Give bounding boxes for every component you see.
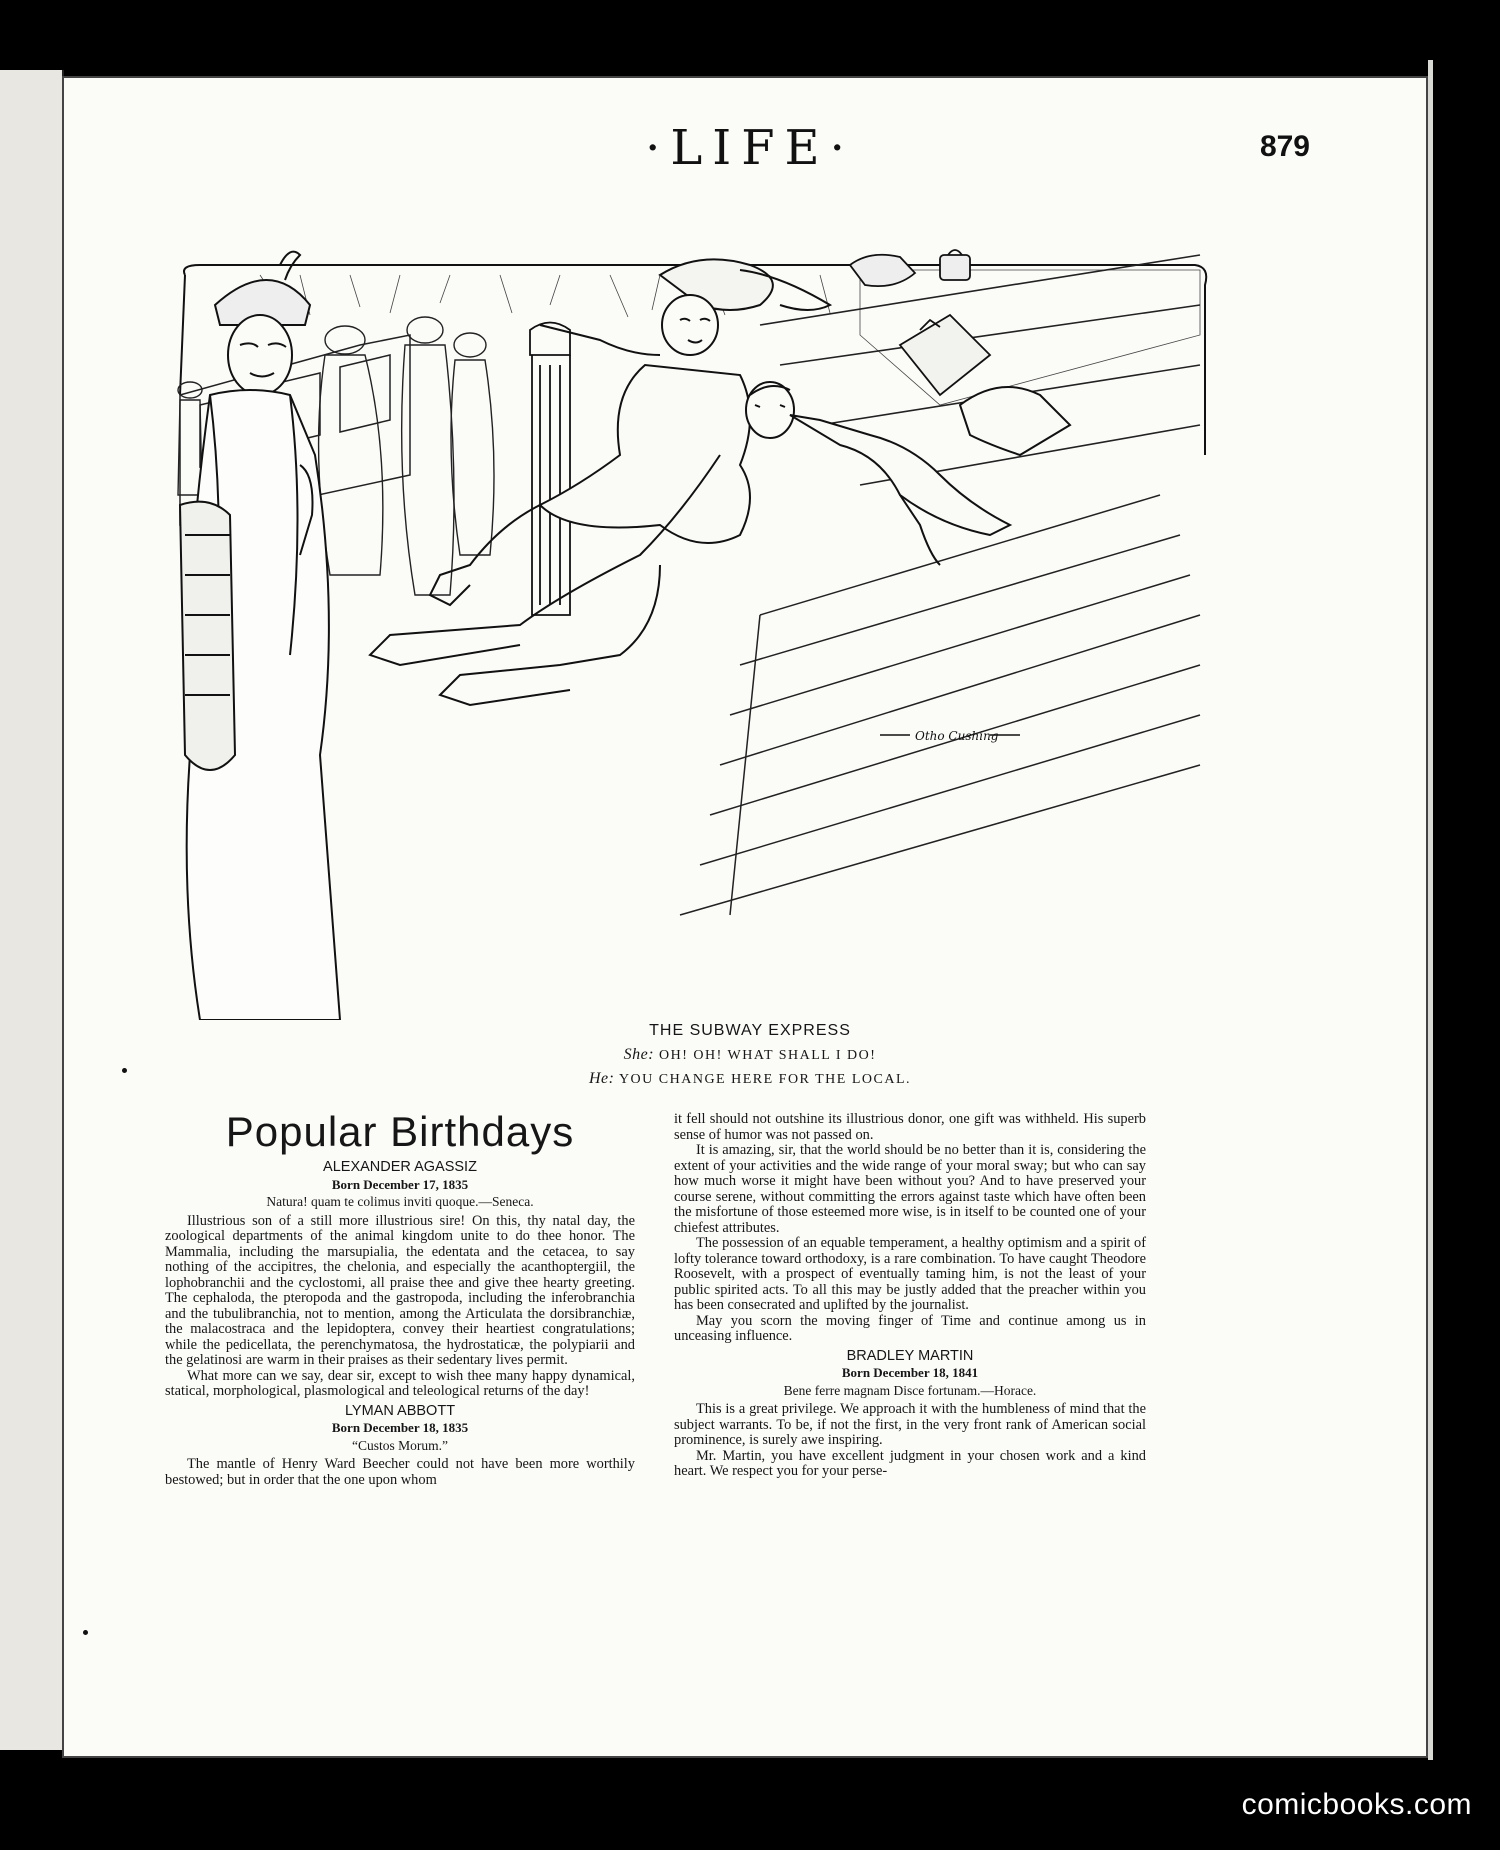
- martin-paragraph-1: This is a great privilege. We approach it with the humbleness of mind that the subject warrants. To be, if not the first, in the very front rank of American social prominence, is surely awe inspiring.: [674, 1401, 1146, 1448]
- abbott-name: LYMAN ABBOTT: [344, 1402, 456, 1419]
- page-number: 879: [1259, 130, 1310, 163]
- cartoon-illustration: [140, 195, 1225, 1020]
- agassiz-paragraph-2: What more can we say, dear sir, except to wish thee many happy dynamical, statical, morphological, plasmological and teleological returns of the day!: [165, 1367, 635, 1399]
- abbott-paragraph-2: It is amazing, sir, that the world should be no better than it is, considering the extent of your activities and the wide range of your moral sway; but who can say how much worse it might have been without you? And to have preserved your course serene, without committing the errors against taste which have often been the misfortune of those esteemed more wise, is in itself to be counted one of your chiefest attributes.: [674, 1142, 1146, 1236]
- martin-motto: Bene ferre magnam Disce fortunam.—Horace.: [783, 1382, 1037, 1398]
- abbott-paragraph-4: May you scorn the moving finger of Time and continue among us in unceasing influence.: [674, 1312, 1146, 1344]
- caption-text-he: YOU CHANGE HERE FOR THE LOCAL.: [618, 1072, 912, 1087]
- stairway-rails: [760, 255, 1200, 485]
- abbott-paragraph-1: The mantle of Henry Ward Beecher could not have been more worthily bestowed; but in order that the one upon whom: [165, 1456, 635, 1488]
- agassiz-motto: Natura! quam te colimus inviti quoque.—Seneca.: [266, 1194, 534, 1209]
- agassiz-born: Born December 17, 1835: [331, 1176, 469, 1192]
- martin-born: Born December 18, 1841: [841, 1365, 979, 1380]
- page-speck: [122, 1068, 127, 1073]
- article-column-right: [674, 1112, 1146, 1480]
- abbott-born: Born December 18, 1835: [331, 1420, 469, 1435]
- caption-line-he: [0, 1070, 1500, 1088]
- flying-luggage: [850, 250, 990, 395]
- article-title: Popular Birthdays: [225, 1108, 575, 1155]
- caption-speaker-he: He:: [588, 1070, 615, 1087]
- article-column-left: [165, 1110, 635, 1488]
- site-watermark: comicbooks.com: [1241, 1788, 1472, 1821]
- agassiz-paragraph-1: Illustrious son of a still more illustrious sire! On this, thy natal day, the zoological departments of the animal kingdom unite to do thee honor. The Mammalia, including the marsupialia, the edentata and the cetacea, to say nothing of the accipitres, the chelonia, and especially the acanthoptergiil, the lophobranchii and the cyclostomi, all praise thee and give thee hearty greeting. The cephaloda, the pteropoda and the gastropoda, including the inferobranchia and the tubulibranchia, not to mention, among the Articulata the dorsibranchiæ, the malacostraca and the lepidoptera, convey their heartiest congratulations; while the pedicellata, the perenchymatosa, the hydrostaticæ, the polypiarii and the gelatinosi are warm in their praises as their sedentary lives permit.: [165, 1212, 635, 1368]
- caption-text-she: OH! OH! WHAT SHALL I DO!: [659, 1048, 877, 1063]
- abbott-paragraph-3: The possession of an equable temperament, a healthy optimism and a spirit of lofty tolerance toward orthodoxy, is a rare combination. To have caught Theodore Roosevelt, with a prospect of eventually taming him, is not the least of your public spirited acts. To all this may be justly added that the preacher within you has been consecrated and uplifted by the journalist.: [674, 1235, 1146, 1313]
- abbott-paragraph-1-continued: it fell should not outshine its illustrious donor, one gift was withheld. His superb sense of humor was not passed on.: [674, 1111, 1146, 1143]
- page-edge-shadow: [1428, 60, 1433, 1760]
- agassiz-name: ALEXANDER AGASSIZ: [323, 1159, 477, 1175]
- artist-signature-text: Otho Cushing: [915, 729, 999, 743]
- stair-newel-post: [530, 323, 570, 616]
- abbott-motto: “Custos Morum.”: [352, 1437, 448, 1453]
- stair-steps: [680, 495, 1200, 915]
- adjacent-page-edge: [0, 70, 64, 1750]
- martin-paragraph-2: Mr. Martin, you have excellent judgment in your chosen work and a kind heart. We respect you for your perse-: [674, 1447, 1146, 1479]
- woman-in-fur-coat: [180, 252, 340, 1020]
- martin-name: BRADLEY MARTIN: [846, 1347, 974, 1364]
- caption-speaker-she: She:: [623, 1046, 655, 1063]
- caption-line-she: [0, 1046, 1500, 1064]
- caption-title: THE SUBWAY EXPRESS: [649, 1022, 851, 1039]
- illustration-caption: [0, 1022, 1500, 1088]
- masthead-title: ·LIFE·: [645, 120, 855, 176]
- page-speck: [83, 1630, 88, 1635]
